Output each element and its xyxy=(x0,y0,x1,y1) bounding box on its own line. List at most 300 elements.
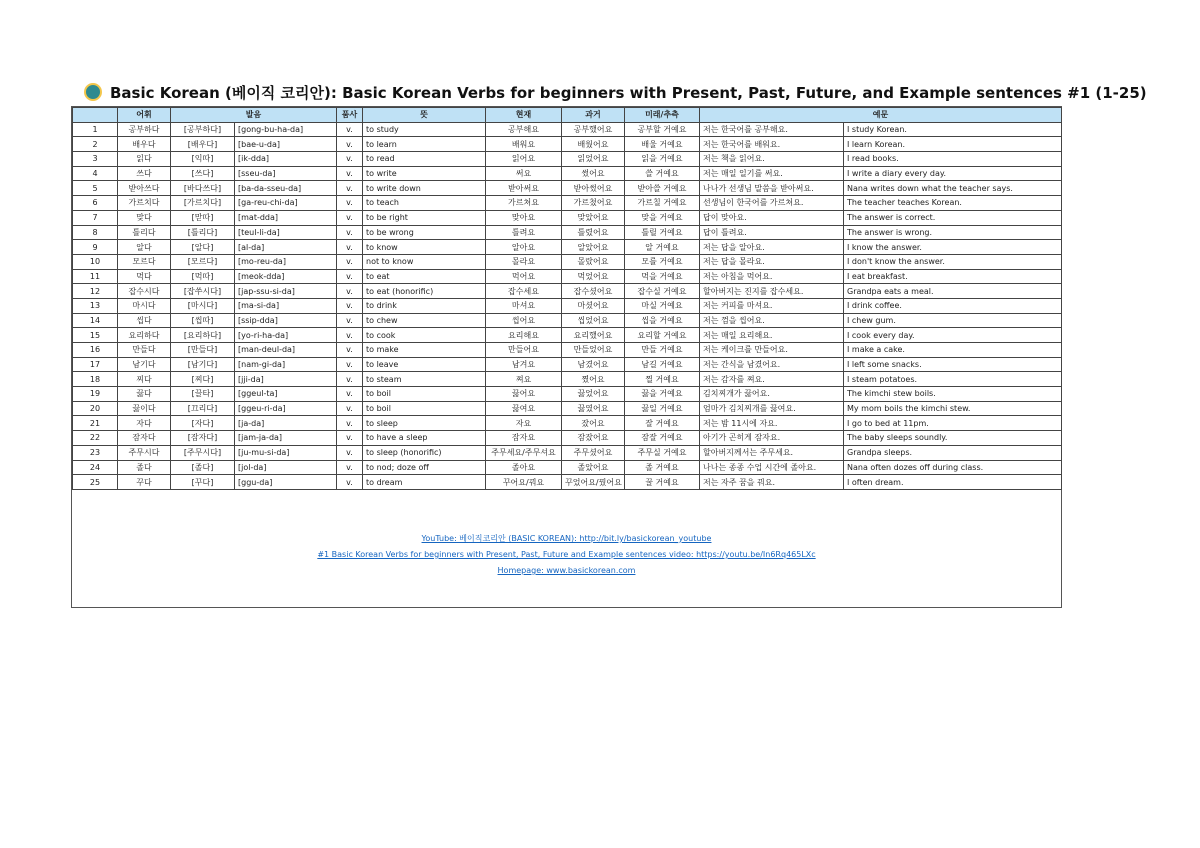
korean-word-cell: 주무시다 xyxy=(118,445,171,460)
pronunciation-roman-cell: [al-da] xyxy=(235,240,337,255)
row-number-cell: 24 xyxy=(73,460,118,475)
table-row xyxy=(73,152,1062,167)
example-korean-cell: 답이 맞아요. xyxy=(700,210,844,225)
past-form-cell: 만들었어요 xyxy=(562,343,625,358)
part-of-speech-cell: v. xyxy=(337,137,363,152)
korean-word-cell: 끓이다 xyxy=(118,401,171,416)
future-form-cell: 모를 거예요 xyxy=(625,254,700,269)
future-form-cell: 끓을 거예요 xyxy=(625,387,700,402)
table-row xyxy=(73,196,1062,211)
future-form-cell: 잡수실 거예요 xyxy=(625,284,700,299)
future-form-cell: 잠잘 거예요 xyxy=(625,431,700,446)
past-form-cell: 요리했어요 xyxy=(562,328,625,343)
pronunciation-hangul-cell: [모르다] xyxy=(171,254,235,269)
row-number-cell: 9 xyxy=(73,240,118,255)
present-form-cell: 남겨요 xyxy=(486,357,562,372)
example-korean-cell: 나나가 선생님 말씀을 받아써요. xyxy=(700,181,844,196)
english-meaning-cell: to cook xyxy=(363,328,486,343)
korean-word-cell: 알다 xyxy=(118,240,171,255)
row-number-cell: 12 xyxy=(73,284,118,299)
past-form-cell: 주무셨어요 xyxy=(562,445,625,460)
example-korean-cell: 답이 틀려요. xyxy=(700,225,844,240)
row-number-cell: 5 xyxy=(73,181,118,196)
table-row xyxy=(73,137,1062,152)
pronunciation-hangul-cell: [졸다] xyxy=(171,460,235,475)
future-form-cell: 알 거예요 xyxy=(625,240,700,255)
example-korean-cell: 저는 매일 일기를 써요. xyxy=(700,166,844,181)
part-of-speech-cell: v. xyxy=(337,372,363,387)
example-english-cell: Grandpa sleeps. xyxy=(844,445,1062,460)
pronunciation-roman-cell: [ik-dda] xyxy=(235,152,337,167)
korean-word-cell: 읽다 xyxy=(118,152,171,167)
korean-word-cell: 남기다 xyxy=(118,357,171,372)
english-meaning-cell: to make xyxy=(363,343,486,358)
part-of-speech-cell: v. xyxy=(337,298,363,313)
example-korean-cell: 저는 밤 11시에 자요. xyxy=(700,416,844,431)
future-form-cell: 쓸 거예요 xyxy=(625,166,700,181)
present-form-cell: 끓여요 xyxy=(486,401,562,416)
past-form-cell: 남겼어요 xyxy=(562,357,625,372)
example-korean-cell: 저는 자주 꿈을 꿔요. xyxy=(700,475,844,490)
example-korean-cell: 저는 한국어를 배워요. xyxy=(700,137,844,152)
table-row xyxy=(73,122,1062,137)
past-form-cell: 먹었어요 xyxy=(562,269,625,284)
header-word: 어휘 xyxy=(118,108,171,123)
future-form-cell: 꿀 거예요 xyxy=(625,475,700,490)
table-row xyxy=(73,225,1062,240)
present-form-cell: 써요 xyxy=(486,166,562,181)
pronunciation-roman-cell: [teul-li-da] xyxy=(235,225,337,240)
table-row xyxy=(73,181,1062,196)
english-meaning-cell: to eat (honorific) xyxy=(363,284,486,299)
present-form-cell: 받아써요 xyxy=(486,181,562,196)
row-number-cell: 11 xyxy=(73,269,118,284)
pronunciation-hangul-cell: [꾸다] xyxy=(171,475,235,490)
pronunciation-hangul-cell: [자다] xyxy=(171,416,235,431)
korean-word-cell: 쓰다 xyxy=(118,166,171,181)
part-of-speech-cell: v. xyxy=(337,284,363,299)
example-korean-cell: 할아버지는 진지를 잡수세요. xyxy=(700,284,844,299)
future-form-cell: 읽을 거예요 xyxy=(625,152,700,167)
pronunciation-hangul-cell: [잠자다] xyxy=(171,431,235,446)
present-form-cell: 배워요 xyxy=(486,137,562,152)
present-form-cell: 틀려요 xyxy=(486,225,562,240)
part-of-speech-cell: v. xyxy=(337,152,363,167)
footer-links xyxy=(72,531,1061,579)
pronunciation-hangul-cell: [쓰다] xyxy=(171,166,235,181)
table-row xyxy=(73,284,1062,299)
future-form-cell: 공부할 거예요 xyxy=(625,122,700,137)
korean-word-cell: 만들다 xyxy=(118,343,171,358)
korean-word-cell: 받아쓰다 xyxy=(118,181,171,196)
example-english-cell: Nana writes down what the teacher says. xyxy=(844,181,1062,196)
pronunciation-roman-cell: [yo-ri-ha-da] xyxy=(235,328,337,343)
pronunciation-hangul-cell: [주무시다] xyxy=(171,445,235,460)
row-number-cell: 18 xyxy=(73,372,118,387)
pronunciation-hangul-cell: [맏따] xyxy=(171,210,235,225)
future-form-cell: 끓일 거예요 xyxy=(625,401,700,416)
row-number-cell: 1 xyxy=(73,122,118,137)
pronunciation-roman-cell: [ggeu-ri-da] xyxy=(235,401,337,416)
present-form-cell: 잡수세요 xyxy=(486,284,562,299)
past-form-cell: 잠잤어요 xyxy=(562,431,625,446)
future-form-cell: 졸 거예요 xyxy=(625,460,700,475)
part-of-speech-cell: v. xyxy=(337,431,363,446)
header-past: 과거 xyxy=(562,108,625,123)
past-form-cell: 읽었어요 xyxy=(562,152,625,167)
part-of-speech-cell: v. xyxy=(337,313,363,328)
example-english-cell: I don't know the answer. xyxy=(844,254,1062,269)
row-number-cell: 19 xyxy=(73,387,118,402)
row-number-cell: 25 xyxy=(73,475,118,490)
past-form-cell: 가르쳤어요 xyxy=(562,196,625,211)
header-example: 예문 xyxy=(700,108,1062,123)
english-meaning-cell: to nod; doze off xyxy=(363,460,486,475)
korean-word-cell: 틀리다 xyxy=(118,225,171,240)
present-form-cell: 공부해요 xyxy=(486,122,562,137)
english-meaning-cell: to dream xyxy=(363,475,486,490)
present-form-cell: 몰라요 xyxy=(486,254,562,269)
future-form-cell: 남길 거예요 xyxy=(625,357,700,372)
pronunciation-hangul-cell: [끄리다] xyxy=(171,401,235,416)
example-english-cell: I steam potatoes. xyxy=(844,372,1062,387)
example-english-cell: My mom boils the kimchi stew. xyxy=(844,401,1062,416)
korean-word-cell: 공부하다 xyxy=(118,122,171,137)
table-row xyxy=(73,372,1062,387)
english-meaning-cell: to teach xyxy=(363,196,486,211)
page-title xyxy=(84,80,1147,104)
header-part-of-speech: 품사 xyxy=(337,108,363,123)
homepage-link[interactable]: Homepage: www.basickorean.com xyxy=(497,566,636,575)
pronunciation-roman-cell: [ggeul-ta] xyxy=(235,387,337,402)
example-english-cell: I study Korean. xyxy=(844,122,1062,137)
part-of-speech-cell: v. xyxy=(337,460,363,475)
future-form-cell: 만들 거예요 xyxy=(625,343,700,358)
korean-word-cell: 배우다 xyxy=(118,137,171,152)
pronunciation-hangul-cell: [요리하다] xyxy=(171,328,235,343)
present-form-cell: 먹어요 xyxy=(486,269,562,284)
present-form-cell: 만들어요 xyxy=(486,343,562,358)
korean-word-cell: 씹다 xyxy=(118,313,171,328)
part-of-speech-cell: v. xyxy=(337,328,363,343)
part-of-speech-cell: v. xyxy=(337,416,363,431)
part-of-speech-cell: v. xyxy=(337,445,363,460)
example-korean-cell: 저는 답을 몰라요. xyxy=(700,254,844,269)
pronunciation-roman-cell: [jap-ssu-si-da] xyxy=(235,284,337,299)
present-form-cell: 가르쳐요 xyxy=(486,196,562,211)
present-form-cell: 꾸어요/꿔요 xyxy=(486,475,562,490)
table-row xyxy=(73,254,1062,269)
example-english-cell: I eat breakfast. xyxy=(844,269,1062,284)
table-row xyxy=(73,298,1062,313)
pronunciation-roman-cell: [jji-da] xyxy=(235,372,337,387)
future-form-cell: 요리할 거예요 xyxy=(625,328,700,343)
pronunciation-roman-cell: [ja-da] xyxy=(235,416,337,431)
example-korean-cell: 저는 아침을 먹어요. xyxy=(700,269,844,284)
part-of-speech-cell: v. xyxy=(337,122,363,137)
header-present: 현재 xyxy=(486,108,562,123)
table-row xyxy=(73,460,1062,475)
example-korean-cell: 저는 한국어를 공부해요. xyxy=(700,122,844,137)
pronunciation-roman-cell: [sseu-da] xyxy=(235,166,337,181)
pronunciation-hangul-cell: [찌다] xyxy=(171,372,235,387)
header-number xyxy=(73,108,118,123)
pronunciation-hangul-cell: [씹따] xyxy=(171,313,235,328)
pronunciation-roman-cell: [man-deul-da] xyxy=(235,343,337,358)
example-korean-cell: 저는 답을 알아요. xyxy=(700,240,844,255)
example-korean-cell: 저는 매일 요리해요. xyxy=(700,328,844,343)
english-meaning-cell: to read xyxy=(363,152,486,167)
table-header-row xyxy=(73,108,1062,123)
example-english-cell: Nana often dozes off during class. xyxy=(844,460,1062,475)
example-english-cell: I drink coffee. xyxy=(844,298,1062,313)
row-number-cell: 15 xyxy=(73,328,118,343)
example-english-cell: I chew gum. xyxy=(844,313,1062,328)
korean-word-cell: 맞다 xyxy=(118,210,171,225)
english-meaning-cell: to boil xyxy=(363,401,486,416)
pronunciation-hangul-cell: [남기다] xyxy=(171,357,235,372)
past-form-cell: 꾸었어요/꿨어요 xyxy=(562,475,625,490)
table-row xyxy=(73,387,1062,402)
future-form-cell: 받아쓸 거예요 xyxy=(625,181,700,196)
row-number-cell: 3 xyxy=(73,152,118,167)
example-english-cell: The kimchi stew boils. xyxy=(844,387,1062,402)
part-of-speech-cell: v. xyxy=(337,269,363,284)
past-form-cell: 졸았어요 xyxy=(562,460,625,475)
past-form-cell: 썼어요 xyxy=(562,166,625,181)
example-korean-cell: 저는 케이크를 만들어요. xyxy=(700,343,844,358)
table-row xyxy=(73,445,1062,460)
example-korean-cell: 저는 커피를 마셔요. xyxy=(700,298,844,313)
table-row xyxy=(73,328,1062,343)
row-number-cell: 20 xyxy=(73,401,118,416)
pronunciation-hangul-cell: [익따] xyxy=(171,152,235,167)
pronunciation-hangul-cell: [끌타] xyxy=(171,387,235,402)
row-number-cell: 16 xyxy=(73,343,118,358)
table-row xyxy=(73,475,1062,490)
example-korean-cell: 나나는 종종 수업 시간에 졸아요. xyxy=(700,460,844,475)
row-number-cell: 22 xyxy=(73,431,118,446)
pronunciation-hangul-cell: [먹따] xyxy=(171,269,235,284)
present-form-cell: 마셔요 xyxy=(486,298,562,313)
future-form-cell: 잘 거예요 xyxy=(625,416,700,431)
english-meaning-cell: to boil xyxy=(363,387,486,402)
pronunciation-roman-cell: [nam-gi-da] xyxy=(235,357,337,372)
future-form-cell: 찔 거예요 xyxy=(625,372,700,387)
english-meaning-cell: to know xyxy=(363,240,486,255)
korean-word-cell: 잠자다 xyxy=(118,431,171,446)
table-row xyxy=(73,240,1062,255)
row-number-cell: 8 xyxy=(73,225,118,240)
row-number-cell: 23 xyxy=(73,445,118,460)
part-of-speech-cell: v. xyxy=(337,401,363,416)
example-korean-cell: 저는 껌을 씹어요. xyxy=(700,313,844,328)
row-number-cell: 6 xyxy=(73,196,118,211)
example-english-cell: The teacher teaches Korean. xyxy=(844,196,1062,211)
english-meaning-cell: to study xyxy=(363,122,486,137)
part-of-speech-cell: v. xyxy=(337,357,363,372)
past-form-cell: 쪘어요 xyxy=(562,372,625,387)
pronunciation-hangul-cell: [공부하다] xyxy=(171,122,235,137)
future-form-cell: 주무실 거예요 xyxy=(625,445,700,460)
example-english-cell: The answer is wrong. xyxy=(844,225,1062,240)
table-row xyxy=(73,357,1062,372)
present-form-cell: 주무세요/주무셔요 xyxy=(486,445,562,460)
example-korean-cell: 저는 감자를 쪄요. xyxy=(700,372,844,387)
pronunciation-roman-cell: [ggu-da] xyxy=(235,475,337,490)
row-number-cell: 14 xyxy=(73,313,118,328)
video-link[interactable]: #1 Basic Korean Verbs for beginners with Present, Past, Future and Example sentences video: https://youtu.be/In6Rq465LXc xyxy=(317,550,816,559)
example-english-cell: I know the answer. xyxy=(844,240,1062,255)
table-row xyxy=(73,313,1062,328)
row-number-cell: 7 xyxy=(73,210,118,225)
example-english-cell: I learn Korean. xyxy=(844,137,1062,152)
table-row xyxy=(73,210,1062,225)
example-english-cell: I go to bed at 11pm. xyxy=(844,416,1062,431)
past-form-cell: 끓였어요 xyxy=(562,401,625,416)
pronunciation-hangul-cell: [배우다] xyxy=(171,137,235,152)
english-meaning-cell: to be wrong xyxy=(363,225,486,240)
english-meaning-cell: to sleep xyxy=(363,416,486,431)
pronunciation-hangul-cell: [틀리다] xyxy=(171,225,235,240)
example-korean-cell: 선생님이 한국어를 가르쳐요. xyxy=(700,196,844,211)
present-form-cell: 자요 xyxy=(486,416,562,431)
row-number-cell: 4 xyxy=(73,166,118,181)
part-of-speech-cell: v. xyxy=(337,254,363,269)
example-english-cell: I cook every day. xyxy=(844,328,1062,343)
past-form-cell: 공부했어요 xyxy=(562,122,625,137)
pronunciation-hangul-cell: [만들다] xyxy=(171,343,235,358)
table-row xyxy=(73,166,1062,181)
table-row xyxy=(73,269,1062,284)
pronunciation-roman-cell: [ga-reu-chi-da] xyxy=(235,196,337,211)
present-form-cell: 알아요 xyxy=(486,240,562,255)
example-korean-cell: 저는 간식을 남겼어요. xyxy=(700,357,844,372)
korean-word-cell: 잡수시다 xyxy=(118,284,171,299)
present-form-cell: 끓어요 xyxy=(486,387,562,402)
english-meaning-cell: to steam xyxy=(363,372,486,387)
part-of-speech-cell: v. xyxy=(337,181,363,196)
part-of-speech-cell: v. xyxy=(337,475,363,490)
english-meaning-cell: to drink xyxy=(363,298,486,313)
table-row xyxy=(73,401,1062,416)
pronunciation-hangul-cell: [알다] xyxy=(171,240,235,255)
korean-word-cell: 찌다 xyxy=(118,372,171,387)
korean-word-cell: 먹다 xyxy=(118,269,171,284)
example-korean-cell: 엄마가 김치찌개를 끓여요. xyxy=(700,401,844,416)
english-meaning-cell: to leave xyxy=(363,357,486,372)
row-number-cell: 21 xyxy=(73,416,118,431)
present-form-cell: 맞아요 xyxy=(486,210,562,225)
part-of-speech-cell: v. xyxy=(337,343,363,358)
english-meaning-cell: to learn xyxy=(363,137,486,152)
header-meaning: 뜻 xyxy=(363,108,486,123)
korean-word-cell: 끓다 xyxy=(118,387,171,402)
example-korean-cell: 김치찌개가 끓어요. xyxy=(700,387,844,402)
table-row xyxy=(73,431,1062,446)
example-english-cell: I read books. xyxy=(844,152,1062,167)
future-form-cell: 틀릴 거예요 xyxy=(625,225,700,240)
past-form-cell: 배웠어요 xyxy=(562,137,625,152)
korean-word-cell: 가르치다 xyxy=(118,196,171,211)
pronunciation-roman-cell: [bae-u-da] xyxy=(235,137,337,152)
korean-word-cell: 꾸다 xyxy=(118,475,171,490)
header-pronunciation: 발음 xyxy=(171,108,337,123)
korean-word-cell: 요리하다 xyxy=(118,328,171,343)
header-future: 미래/추측 xyxy=(625,108,700,123)
verb-table xyxy=(72,107,1062,490)
future-form-cell: 마실 거예요 xyxy=(625,298,700,313)
past-form-cell: 몰랐어요 xyxy=(562,254,625,269)
present-form-cell: 읽어요 xyxy=(486,152,562,167)
row-number-cell: 2 xyxy=(73,137,118,152)
present-form-cell: 씹어요 xyxy=(486,313,562,328)
korean-word-cell: 졸다 xyxy=(118,460,171,475)
part-of-speech-cell: v. xyxy=(337,166,363,181)
korean-word-cell: 자다 xyxy=(118,416,171,431)
example-english-cell: I left some snacks. xyxy=(844,357,1062,372)
pronunciation-hangul-cell: [가르치다] xyxy=(171,196,235,211)
example-english-cell: I make a cake. xyxy=(844,343,1062,358)
english-meaning-cell: to have a sleep xyxy=(363,431,486,446)
pronunciation-roman-cell: [mat-dda] xyxy=(235,210,337,225)
pronunciation-roman-cell: [ba-da-sseu-da] xyxy=(235,181,337,196)
page-title-text: Basic Korean (베이직 코리안): Basic Korean Verbs for beginners with Present, Past, Future, and Example sentences #1 (1-25) xyxy=(110,83,1147,102)
vocabulary-sheet xyxy=(71,106,1062,608)
english-meaning-cell: to be right xyxy=(363,210,486,225)
present-form-cell: 졸아요 xyxy=(486,460,562,475)
future-form-cell: 씹을 거예요 xyxy=(625,313,700,328)
pronunciation-roman-cell: [jam-ja-da] xyxy=(235,431,337,446)
past-form-cell: 알았어요 xyxy=(562,240,625,255)
table-row xyxy=(73,343,1062,358)
past-form-cell: 틀렸어요 xyxy=(562,225,625,240)
english-meaning-cell: to write down xyxy=(363,181,486,196)
youtube-link[interactable]: YouTube: 베이직코리안 (BASIC KOREAN): http://bit.ly/basickorean_youtube xyxy=(421,534,712,543)
past-form-cell: 씹었어요 xyxy=(562,313,625,328)
future-form-cell: 먹을 거예요 xyxy=(625,269,700,284)
row-number-cell: 13 xyxy=(73,298,118,313)
part-of-speech-cell: v. xyxy=(337,240,363,255)
korean-word-cell: 모르다 xyxy=(118,254,171,269)
english-meaning-cell: to sleep (honorific) xyxy=(363,445,486,460)
past-form-cell: 맞았어요 xyxy=(562,210,625,225)
pronunciation-hangul-cell: [잡쑤시다] xyxy=(171,284,235,299)
pronunciation-roman-cell: [meok-dda] xyxy=(235,269,337,284)
example-english-cell: I often dream. xyxy=(844,475,1062,490)
part-of-speech-cell: v. xyxy=(337,225,363,240)
english-meaning-cell: to eat xyxy=(363,269,486,284)
future-form-cell: 맞을 거예요 xyxy=(625,210,700,225)
example-korean-cell: 할아버지께서는 주무세요. xyxy=(700,445,844,460)
past-form-cell: 끓었어요 xyxy=(562,387,625,402)
table-row xyxy=(73,416,1062,431)
row-number-cell: 17 xyxy=(73,357,118,372)
english-meaning-cell: not to know xyxy=(363,254,486,269)
english-meaning-cell: to chew xyxy=(363,313,486,328)
past-form-cell: 잡수셨어요 xyxy=(562,284,625,299)
example-english-cell: I write a diary every day. xyxy=(844,166,1062,181)
english-meaning-cell: to write xyxy=(363,166,486,181)
pronunciation-roman-cell: [jol-da] xyxy=(235,460,337,475)
part-of-speech-cell: v. xyxy=(337,210,363,225)
present-form-cell: 쪄요 xyxy=(486,372,562,387)
part-of-speech-cell: v. xyxy=(337,387,363,402)
present-form-cell: 잠자요 xyxy=(486,431,562,446)
example-korean-cell: 아기가 곤히게 잠자요. xyxy=(700,431,844,446)
pronunciation-roman-cell: [ju-mu-si-da] xyxy=(235,445,337,460)
korean-word-cell: 마시다 xyxy=(118,298,171,313)
